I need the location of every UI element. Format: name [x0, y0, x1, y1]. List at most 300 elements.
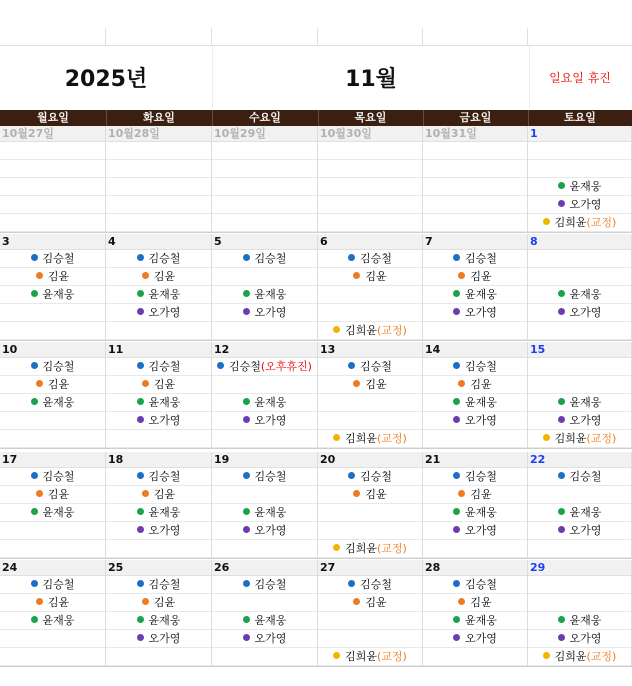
cell-line — [0, 160, 105, 178]
day-cell[interactable] — [212, 234, 318, 340]
cell-line — [212, 196, 317, 214]
day-cell[interactable] — [106, 560, 212, 666]
cell-line — [423, 648, 527, 666]
day-cell[interactable] — [423, 452, 528, 558]
cell-line — [528, 358, 631, 376]
doctor-name: 오가영 — [569, 306, 602, 319]
cell-line — [106, 322, 211, 340]
doctor-name: 김희윤 — [345, 432, 378, 445]
schedule-entry[interactable] — [423, 286, 527, 304]
green-dot-icon — [453, 508, 460, 515]
schedule-entry[interactable] — [212, 576, 317, 594]
week-divider — [0, 558, 632, 559]
day-cell[interactable] — [318, 342, 423, 448]
day-number: 25 — [106, 560, 211, 576]
cell-line — [423, 178, 527, 196]
purple-dot-icon — [453, 416, 460, 423]
day-cell[interactable] — [423, 126, 528, 232]
schedule-entry[interactable] — [106, 522, 211, 540]
cell-line — [318, 630, 422, 648]
schedule-entry[interactable] — [318, 648, 422, 666]
schedule-entry[interactable] — [318, 486, 422, 504]
day-cell[interactable] — [212, 126, 318, 232]
week-divider — [0, 340, 632, 341]
weekday-3: 목요일 — [318, 110, 424, 126]
schedule-entry[interactable] — [528, 214, 631, 232]
cell-line — [318, 522, 422, 540]
doctor-name: 김윤 — [153, 270, 176, 283]
cell-line — [318, 504, 422, 522]
blue-dot-icon — [348, 362, 355, 369]
day-number: 13 — [318, 342, 422, 358]
yellow-dot-icon — [333, 434, 340, 441]
blue-dot-icon — [243, 254, 250, 261]
day-number: 21 — [423, 452, 527, 468]
doctor-name: 김윤 — [470, 596, 492, 609]
doctor-name: 김승철 — [148, 470, 181, 483]
purple-dot-icon — [243, 526, 250, 533]
schedule-entry[interactable] — [0, 286, 105, 304]
green-dot-icon — [137, 616, 144, 623]
day-cell[interactable] — [212, 560, 318, 666]
day-number: 4 — [106, 234, 211, 250]
cell-line — [528, 540, 631, 558]
orange-dot-icon — [36, 598, 43, 605]
weekday-0: 월요일 — [0, 110, 107, 126]
schedule-entry[interactable] — [212, 304, 317, 322]
blue-dot-icon — [31, 254, 38, 261]
day-cell[interactable] — [106, 126, 212, 232]
schedule-entry[interactable] — [212, 412, 317, 430]
schedule-entry[interactable] — [106, 612, 211, 630]
cell-line — [423, 430, 527, 448]
yellow-dot-icon — [333, 652, 340, 659]
schedule-entry[interactable] — [423, 612, 527, 630]
schedule-entry[interactable] — [423, 576, 527, 594]
day-number: 29 — [528, 560, 631, 576]
schedule-entry[interactable] — [528, 648, 631, 666]
day-number: 28 — [423, 560, 527, 576]
doctor-name: 김승철 — [42, 470, 75, 483]
day-number: 10월28일 — [106, 126, 211, 142]
day-number: 6 — [318, 234, 422, 250]
doctor-name: 김승철 — [360, 252, 392, 265]
doctor-name: 김희윤 — [345, 324, 378, 337]
schedule-entry[interactable] — [318, 376, 422, 394]
orange-dot-icon — [353, 380, 360, 387]
doctor-name: 김승철 — [42, 360, 75, 373]
schedule-entry[interactable] — [212, 468, 317, 486]
doctor-name: 김윤 — [365, 378, 387, 391]
doctor-name: 윤재웅 — [42, 288, 75, 301]
schedule-entry[interactable] — [528, 286, 631, 304]
schedule-entry[interactable] — [423, 468, 527, 486]
schedule-entry[interactable] — [318, 322, 422, 340]
schedule-entry[interactable] — [106, 358, 211, 376]
doctor-name: 김승철 — [465, 578, 497, 591]
weekday-1: 화요일 — [106, 110, 213, 126]
cell-line — [528, 576, 631, 594]
purple-dot-icon — [453, 308, 460, 315]
blue-dot-icon — [243, 472, 250, 479]
schedule-entry[interactable] — [528, 304, 631, 322]
doctor-name: 김승철 — [465, 470, 497, 483]
orange-dot-icon — [36, 272, 43, 279]
day-cell[interactable] — [0, 234, 106, 340]
blue-dot-icon — [217, 362, 224, 369]
yellow-dot-icon — [543, 218, 550, 225]
doctor-name: 오가영 — [148, 414, 181, 427]
green-dot-icon — [31, 398, 38, 405]
schedule-entry[interactable] — [212, 504, 317, 522]
schedule-entry[interactable] — [0, 268, 105, 286]
schedule-entry[interactable] — [528, 430, 631, 448]
day-cell[interactable] — [318, 126, 423, 232]
day-cell[interactable] — [212, 342, 318, 448]
doctor-name: 김승철 — [254, 470, 287, 483]
blue-dot-icon — [137, 580, 144, 587]
day-cell[interactable] — [0, 342, 106, 448]
doctor-name: 김윤 — [153, 378, 176, 391]
day-cell[interactable] — [106, 452, 212, 558]
doctor-name: 오가영 — [569, 198, 602, 211]
schedule-entry[interactable] — [423, 504, 527, 522]
schedule-entry[interactable] — [423, 358, 527, 376]
doctor-name: 김승철 — [465, 252, 497, 265]
doctor-name: 오가영 — [148, 524, 181, 537]
cell-line — [212, 540, 317, 558]
entry-note: (오후휴진) — [260, 360, 312, 373]
cell-line — [106, 430, 211, 448]
doctor-name: 윤재웅 — [465, 614, 497, 627]
green-dot-icon — [137, 290, 144, 297]
green-dot-icon — [31, 616, 38, 623]
day-number: 10월29일 — [212, 126, 317, 142]
day-cell[interactable] — [212, 452, 318, 558]
day-cell[interactable] — [423, 560, 528, 666]
green-dot-icon — [558, 508, 565, 515]
doctor-name: 오가영 — [254, 414, 287, 427]
schedule-entry[interactable] — [423, 250, 527, 268]
green-dot-icon — [558, 182, 565, 189]
day-cell[interactable] — [318, 452, 423, 558]
day-cell[interactable] — [106, 234, 212, 340]
schedule-entry[interactable] — [528, 468, 631, 486]
schedule-entry[interactable] — [318, 540, 422, 558]
schedule-entry[interactable] — [106, 268, 211, 286]
schedule-entry[interactable] — [106, 376, 211, 394]
schedule-entry[interactable] — [423, 304, 527, 322]
doctor-name: 윤재웅 — [465, 288, 497, 301]
blue-dot-icon — [453, 472, 460, 479]
schedule-entry[interactable] — [528, 412, 631, 430]
green-dot-icon — [31, 290, 38, 297]
cell-line — [0, 430, 105, 448]
cell-line — [318, 214, 422, 232]
schedule-entry[interactable] — [423, 522, 527, 540]
schedule-entry[interactable] — [212, 394, 317, 412]
yellow-dot-icon — [333, 544, 340, 551]
blue-dot-icon — [31, 580, 38, 587]
schedule-entry[interactable] — [0, 250, 105, 268]
doctor-name: 김승철 — [148, 578, 181, 591]
doctor-name: 윤재웅 — [569, 288, 602, 301]
blue-dot-icon — [31, 472, 38, 479]
doctor-name: 오가영 — [569, 414, 602, 427]
cell-line — [212, 214, 317, 232]
doctor-name: 오가영 — [569, 632, 602, 645]
cell-line — [528, 594, 631, 612]
schedule-entry[interactable] — [318, 594, 422, 612]
doctor-name: 김승철 — [569, 470, 602, 483]
doctor-name: 윤재웅 — [569, 506, 602, 519]
yellow-dot-icon — [543, 652, 550, 659]
doctor-name: 윤재웅 — [254, 396, 287, 409]
cell-line — [528, 322, 631, 340]
day-cell[interactable] — [318, 234, 423, 340]
schedule-entry[interactable] — [423, 486, 527, 504]
cell-line — [0, 630, 105, 648]
weekday-header — [0, 110, 632, 126]
doctor-name: 김윤 — [365, 596, 387, 609]
cell-line — [106, 142, 211, 160]
schedule-entry[interactable] — [318, 358, 422, 376]
day-cell[interactable] — [423, 234, 528, 340]
year-label: 2025년 — [64, 66, 148, 92]
schedule-entry[interactable] — [212, 612, 317, 630]
green-dot-icon — [243, 508, 250, 515]
doctor-name: 김윤 — [153, 596, 176, 609]
schedule-entry[interactable] — [0, 468, 105, 486]
doctor-name: 김승철 — [148, 252, 181, 265]
schedule-entry[interactable] — [423, 268, 527, 286]
entry-note: (교정) — [377, 542, 407, 555]
purple-dot-icon — [453, 526, 460, 533]
schedule-entry[interactable] — [106, 250, 211, 268]
schedule-entry[interactable] — [0, 594, 105, 612]
doctor-name: 김윤 — [153, 488, 176, 501]
schedule-entry[interactable] — [528, 394, 631, 412]
schedule-entry[interactable] — [318, 468, 422, 486]
cell-line — [318, 196, 422, 214]
day-cell[interactable] — [0, 452, 106, 558]
doctor-name: 윤재웅 — [569, 396, 602, 409]
schedule-entry[interactable] — [528, 504, 631, 522]
cell-line — [212, 160, 317, 178]
doctor-name: 윤재웅 — [42, 506, 75, 519]
schedule-entry[interactable] — [423, 412, 527, 430]
green-dot-icon — [453, 290, 460, 297]
orange-dot-icon — [142, 380, 149, 387]
day-cell[interactable] — [528, 126, 632, 232]
schedule-entry[interactable] — [528, 196, 631, 214]
blue-dot-icon — [558, 472, 565, 479]
doctor-name: 김윤 — [365, 488, 387, 501]
schedule-entry[interactable] — [318, 576, 422, 594]
cell-line — [0, 412, 105, 430]
green-dot-icon — [453, 616, 460, 623]
schedule-entry[interactable] — [0, 504, 105, 522]
blue-dot-icon — [137, 362, 144, 369]
yellow-dot-icon — [543, 434, 550, 441]
day-number: 14 — [423, 342, 527, 358]
doctor-name: 김승철 — [148, 360, 181, 373]
schedule-entry[interactable] — [106, 412, 211, 430]
orange-dot-icon — [458, 272, 465, 279]
schedule-entry[interactable] — [423, 394, 527, 412]
green-dot-icon — [31, 508, 38, 515]
schedule-entry[interactable] — [0, 394, 105, 412]
day-number: 12 — [212, 342, 317, 358]
schedule-entry[interactable] — [212, 286, 317, 304]
cell-line — [212, 376, 317, 394]
schedule-entry[interactable] — [0, 358, 105, 376]
green-dot-icon — [453, 398, 460, 405]
orange-dot-icon — [142, 272, 149, 279]
day-cell[interactable] — [528, 452, 632, 558]
doctor-name: 김희윤 — [554, 432, 587, 445]
schedule-entry[interactable] — [528, 630, 631, 648]
green-dot-icon — [243, 398, 250, 405]
doctor-name: 김윤 — [47, 270, 70, 283]
month-label: 11월 — [212, 46, 530, 108]
schedule-entry[interactable] — [423, 630, 527, 648]
cell-line — [423, 160, 527, 178]
orange-dot-icon — [353, 490, 360, 497]
doctor-name: 오가영 — [148, 306, 181, 319]
entry-note: (교정) — [377, 324, 407, 337]
schedule-entry[interactable] — [106, 576, 211, 594]
day-cell[interactable] — [0, 126, 106, 232]
day-cell[interactable] — [528, 560, 632, 666]
doctor-name: 윤재웅 — [254, 506, 287, 519]
schedule-entry[interactable] — [0, 576, 105, 594]
purple-dot-icon — [558, 308, 565, 315]
day-number: 20 — [318, 452, 422, 468]
day-number: 19 — [212, 452, 317, 468]
purple-dot-icon — [137, 416, 144, 423]
schedule-entry[interactable] — [106, 486, 211, 504]
cell-line — [0, 648, 105, 666]
cell-line — [528, 160, 631, 178]
doctor-name: 오가영 — [569, 524, 602, 537]
cell-line — [212, 486, 317, 504]
schedule-entry[interactable] — [106, 630, 211, 648]
green-dot-icon — [558, 398, 565, 405]
doctor-name: 윤재웅 — [148, 288, 181, 301]
schedule-entry[interactable] — [106, 504, 211, 522]
schedule-entry[interactable] — [423, 594, 527, 612]
day-cell[interactable] — [0, 560, 106, 666]
day-cell[interactable] — [423, 342, 528, 448]
schedule-entry[interactable] — [106, 286, 211, 304]
day-cell[interactable] — [318, 560, 423, 666]
cell-line — [528, 268, 631, 286]
doctor-name: 오가영 — [465, 632, 497, 645]
blue-dot-icon — [348, 472, 355, 479]
day-number: 10 — [0, 342, 105, 358]
cell-line — [0, 178, 105, 196]
orange-dot-icon — [142, 598, 149, 605]
blue-dot-icon — [348, 580, 355, 587]
purple-dot-icon — [558, 416, 565, 423]
schedule-entry[interactable] — [528, 522, 631, 540]
green-dot-icon — [558, 290, 565, 297]
cell-line — [318, 394, 422, 412]
cell-line — [318, 178, 422, 196]
entry-note: (교정) — [377, 432, 407, 445]
doctor-name: 오가영 — [465, 524, 497, 537]
schedule-entry[interactable] — [212, 358, 317, 376]
cell-line — [106, 196, 211, 214]
day-cell[interactable] — [106, 342, 212, 448]
doctor-name: 김윤 — [365, 270, 387, 283]
purple-dot-icon — [137, 308, 144, 315]
orange-dot-icon — [36, 490, 43, 497]
schedule-entry[interactable] — [212, 250, 317, 268]
schedule-entry[interactable] — [0, 612, 105, 630]
doctor-name: 윤재웅 — [254, 614, 287, 627]
day-number: 10월30일 — [318, 126, 422, 142]
cell-line — [106, 540, 211, 558]
day-number: 10월27일 — [0, 126, 105, 142]
day-cell[interactable] — [528, 342, 632, 448]
schedule-entry[interactable] — [318, 430, 422, 448]
schedule-entry[interactable] — [318, 268, 422, 286]
schedule-entry[interactable] — [106, 594, 211, 612]
doctor-name: 오가영 — [254, 632, 287, 645]
blue-dot-icon — [137, 472, 144, 479]
doctor-name: 김승철 — [254, 578, 287, 591]
schedule-entry[interactable] — [212, 522, 317, 540]
doctor-name: 김승철 — [360, 470, 392, 483]
schedule-entry[interactable] — [528, 612, 631, 630]
day-number: 10월31일 — [423, 126, 527, 142]
schedule-entry[interactable] — [106, 394, 211, 412]
cell-line — [0, 214, 105, 232]
doctor-name: 김윤 — [47, 378, 70, 391]
cell-line — [106, 648, 211, 666]
day-number: 7 — [423, 234, 527, 250]
weekday-4: 금요일 — [423, 110, 529, 126]
cell-line — [318, 160, 422, 178]
schedule-entry[interactable] — [0, 486, 105, 504]
schedule-entry[interactable] — [106, 468, 211, 486]
schedule-entry[interactable] — [318, 250, 422, 268]
cell-line — [0, 322, 105, 340]
doctor-name: 윤재웅 — [148, 506, 181, 519]
cell-line — [212, 430, 317, 448]
orange-dot-icon — [353, 272, 360, 279]
schedule-entry[interactable] — [106, 304, 211, 322]
cell-line — [212, 322, 317, 340]
doctor-name: 윤재웅 — [465, 506, 497, 519]
doctor-name: 김승철 — [42, 578, 75, 591]
schedule-entry[interactable] — [423, 376, 527, 394]
cell-line — [106, 160, 211, 178]
cell-line — [212, 178, 317, 196]
day-cell[interactable] — [528, 234, 632, 340]
doctor-name: 김희윤 — [345, 650, 378, 663]
doctor-name: 김윤 — [470, 270, 492, 283]
cell-line — [0, 304, 105, 322]
schedule-entry[interactable] — [0, 376, 105, 394]
week-divider — [0, 232, 632, 233]
schedule-entry[interactable] — [528, 178, 631, 196]
cell-line — [318, 612, 422, 630]
schedule-entry[interactable] — [212, 630, 317, 648]
cell-line — [212, 594, 317, 612]
